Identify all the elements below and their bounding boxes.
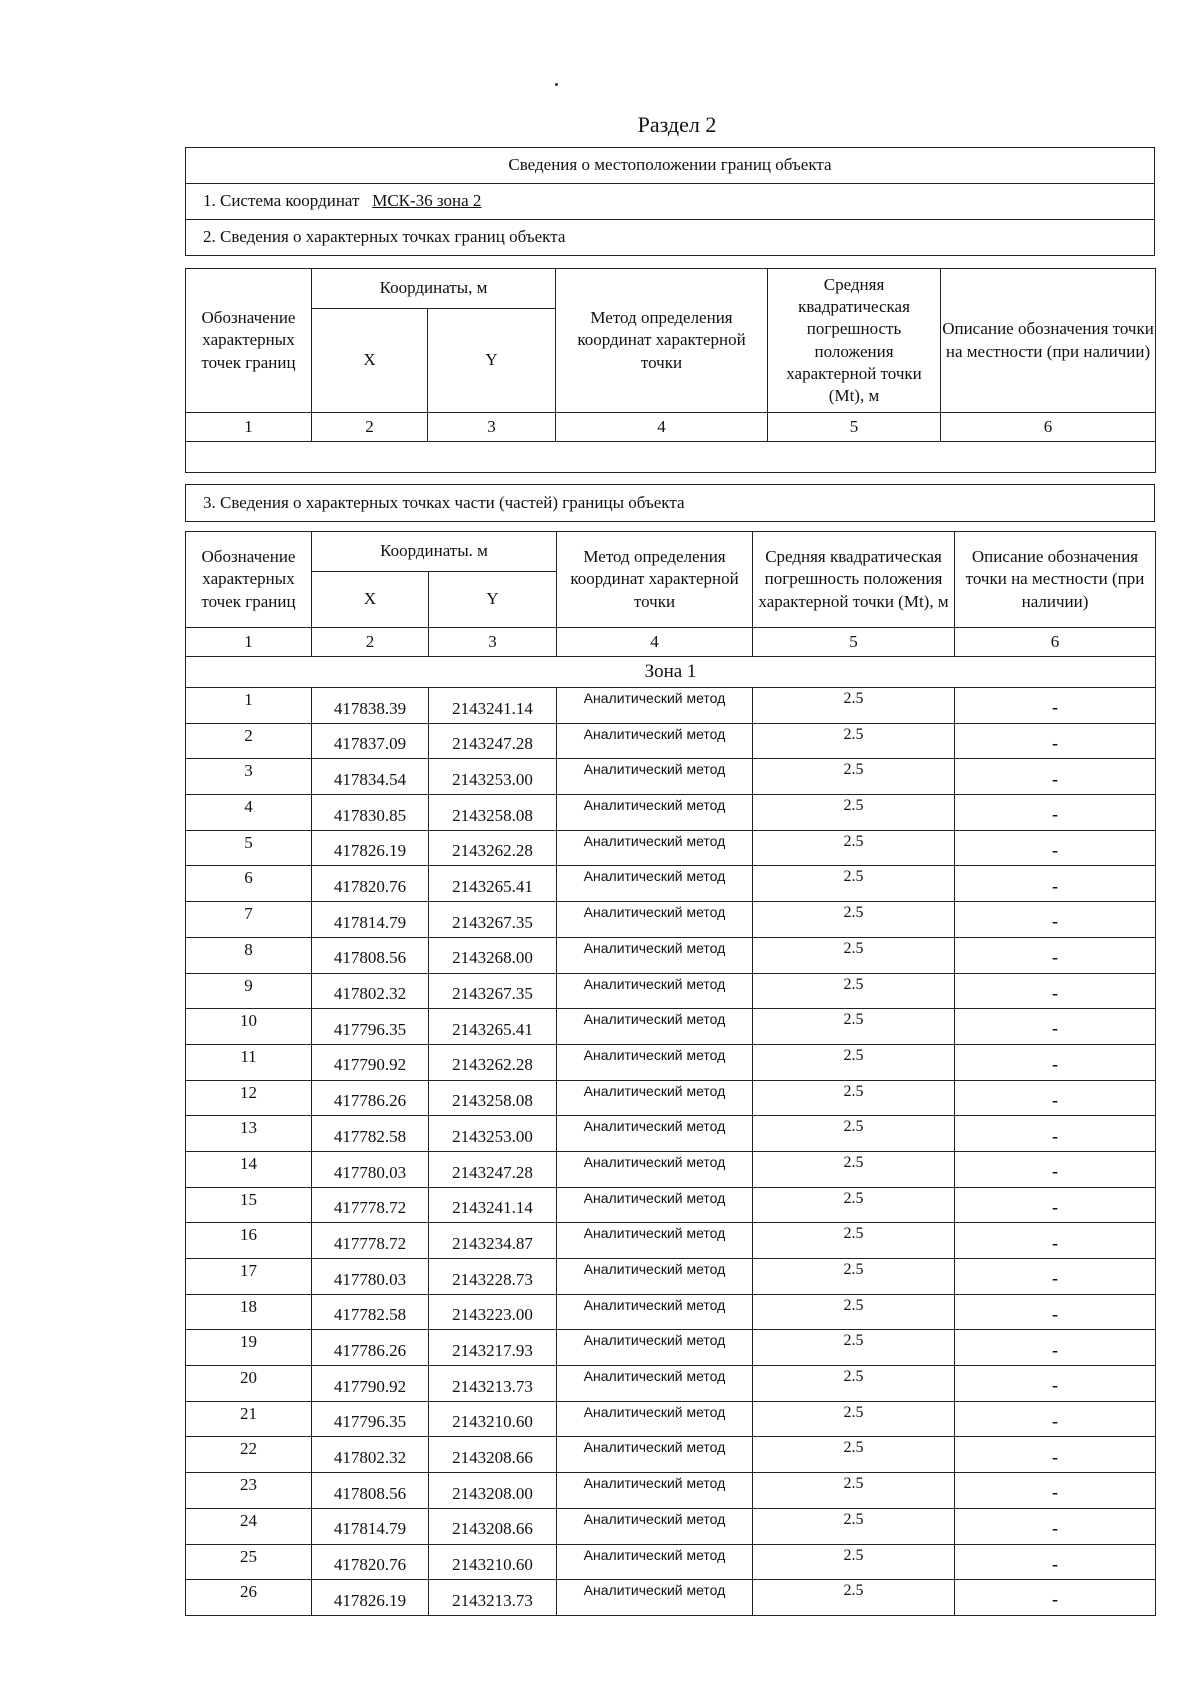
table-row bbox=[186, 1044, 1156, 1080]
coord-x: 417830.85 bbox=[312, 795, 429, 831]
table-row bbox=[186, 759, 1156, 795]
table-row bbox=[186, 1009, 1156, 1045]
table-row bbox=[186, 902, 1156, 938]
table-row bbox=[186, 1294, 1156, 1330]
coord-y: 2143241.14 bbox=[429, 1187, 557, 1223]
point-number: 18 bbox=[186, 1294, 312, 1330]
header-mean-error: Средняя квадратическая погрешность положения характерной точки (Mt), м bbox=[753, 532, 955, 628]
part-points-table bbox=[185, 531, 1156, 1616]
header-point-designation: Обозначение характерных точек границ bbox=[186, 532, 312, 628]
point-number: 24 bbox=[186, 1508, 312, 1544]
coord-x: 417782.58 bbox=[312, 1294, 429, 1330]
coord-x: 417814.79 bbox=[312, 1508, 429, 1544]
description-cell: - bbox=[955, 1259, 1156, 1295]
mean-error-cell: 2.5 bbox=[753, 1473, 955, 1509]
coord-y: 2143268.00 bbox=[429, 937, 557, 973]
coord-x: 417826.19 bbox=[312, 830, 429, 866]
coord-x: 417786.26 bbox=[312, 1080, 429, 1116]
method-cell: Аналитический метод bbox=[557, 937, 753, 973]
method-cell: Аналитический метод bbox=[557, 1366, 753, 1402]
point-number: 20 bbox=[186, 1366, 312, 1402]
point-rows bbox=[186, 688, 1156, 1616]
point-number: 17 bbox=[186, 1259, 312, 1295]
mean-error-cell: 2.5 bbox=[753, 866, 955, 902]
point-number: 7 bbox=[186, 902, 312, 938]
coord-x: 417814.79 bbox=[312, 902, 429, 938]
header-mean-error: Средняя квадратическая погрешность положения характерной точки (Mt), м bbox=[768, 269, 941, 413]
coord-y: 2143208.66 bbox=[429, 1508, 557, 1544]
method-cell: Аналитический метод bbox=[557, 1187, 753, 1223]
coord-x: 417780.03 bbox=[312, 1151, 429, 1187]
page-title: Раздел 2 bbox=[637, 112, 717, 137]
header-y: Y bbox=[429, 572, 557, 628]
coord-x: 417838.39 bbox=[312, 688, 429, 724]
description-cell: - bbox=[955, 1437, 1156, 1473]
method-cell: Аналитический метод bbox=[557, 1223, 753, 1259]
method-cell: Аналитический метод bbox=[557, 830, 753, 866]
header-coordinates: Координаты. м bbox=[312, 532, 557, 572]
point-number: 6 bbox=[186, 866, 312, 902]
coord-y: 2143253.00 bbox=[429, 759, 557, 795]
header-method: Метод определения координат характерной точки bbox=[556, 269, 768, 413]
point-number: 22 bbox=[186, 1437, 312, 1473]
coord-x: 417796.35 bbox=[312, 1401, 429, 1437]
header-y: Y bbox=[428, 309, 556, 413]
method-cell: Аналитический метод bbox=[557, 1330, 753, 1366]
header-method: Метод определения координат характерной точки bbox=[557, 532, 753, 628]
table-row bbox=[186, 1223, 1156, 1259]
column-number: 4 bbox=[557, 628, 753, 657]
mean-error-cell: 2.5 bbox=[753, 1151, 955, 1187]
point-number: 16 bbox=[186, 1223, 312, 1259]
mean-error-cell: 2.5 bbox=[753, 1116, 955, 1152]
mean-error-cell: 2.5 bbox=[753, 1330, 955, 1366]
table-row bbox=[186, 1116, 1156, 1152]
coord-y: 2143210.60 bbox=[429, 1544, 557, 1580]
table-row bbox=[186, 1508, 1156, 1544]
method-cell: Аналитический метод bbox=[557, 1401, 753, 1437]
method-cell: Аналитический метод bbox=[557, 759, 753, 795]
coord-y: 2143208.66 bbox=[429, 1437, 557, 1473]
coord-y: 2143265.41 bbox=[429, 1009, 557, 1045]
description-cell: - bbox=[955, 1009, 1156, 1045]
method-cell: Аналитический метод bbox=[557, 1116, 753, 1152]
description-cell: - bbox=[955, 1508, 1156, 1544]
coord-y: 2143247.28 bbox=[429, 1151, 557, 1187]
mean-error-cell: 2.5 bbox=[753, 1009, 955, 1045]
method-cell: Аналитический метод bbox=[557, 1009, 753, 1045]
object-location-heading: Сведения о местоположении границ объекта bbox=[186, 148, 1155, 184]
header-description: Описание обозначения точки на местности (при наличии) bbox=[955, 532, 1156, 628]
method-cell: Аналитический метод bbox=[557, 1044, 753, 1080]
coord-x: 417802.32 bbox=[312, 1437, 429, 1473]
coordinate-system-label: 1. Система координат bbox=[203, 191, 360, 211]
coord-y: 2143234.87 bbox=[429, 1223, 557, 1259]
description-cell: - bbox=[955, 1473, 1156, 1509]
description-cell: - bbox=[955, 1151, 1156, 1187]
point-number: 12 bbox=[186, 1080, 312, 1116]
boundary-points-table bbox=[185, 268, 1156, 473]
mean-error-cell: 2.5 bbox=[753, 1437, 955, 1473]
coord-y: 2143228.73 bbox=[429, 1259, 557, 1295]
description-cell: - bbox=[955, 1330, 1156, 1366]
object-info-table bbox=[185, 147, 1155, 256]
mean-error-cell: 2.5 bbox=[753, 1223, 955, 1259]
part-points-heading: 3. Сведения о характерных точках части (частей) границы объекта bbox=[186, 485, 1155, 522]
method-cell: Аналитический метод bbox=[557, 1294, 753, 1330]
table-row bbox=[186, 1401, 1156, 1437]
coord-x: 417802.32 bbox=[312, 973, 429, 1009]
mean-error-cell: 2.5 bbox=[753, 1294, 955, 1330]
column-number: 2 bbox=[312, 413, 428, 442]
method-cell: Аналитический метод bbox=[557, 1151, 753, 1187]
mean-error-cell: 2.5 bbox=[753, 902, 955, 938]
table-row bbox=[186, 937, 1156, 973]
scan-speck bbox=[555, 83, 558, 86]
table-row bbox=[186, 1473, 1156, 1509]
table-row bbox=[186, 1187, 1156, 1223]
description-cell: - bbox=[955, 1044, 1156, 1080]
point-number: 10 bbox=[186, 1009, 312, 1045]
column-number: 1 bbox=[186, 628, 312, 657]
coord-x: 417834.54 bbox=[312, 759, 429, 795]
coord-x: 417820.76 bbox=[312, 1544, 429, 1580]
coordinate-system-row bbox=[186, 184, 1155, 220]
description-cell: - bbox=[955, 830, 1156, 866]
mean-error-cell: 2.5 bbox=[753, 1544, 955, 1580]
coord-x: 417780.03 bbox=[312, 1259, 429, 1295]
method-cell: Аналитический метод bbox=[557, 866, 753, 902]
point-number: 4 bbox=[186, 795, 312, 831]
header-point-designation: Обозначение характерных точек границ bbox=[186, 269, 312, 413]
coord-x: 417808.56 bbox=[312, 1473, 429, 1509]
coord-y: 2143267.35 bbox=[429, 902, 557, 938]
column-number: 6 bbox=[955, 628, 1156, 657]
table-row bbox=[186, 1580, 1156, 1616]
point-number: 1 bbox=[186, 688, 312, 724]
description-cell: - bbox=[955, 1401, 1156, 1437]
table-row bbox=[186, 723, 1156, 759]
coord-y: 2143247.28 bbox=[429, 723, 557, 759]
point-number: 13 bbox=[186, 1116, 312, 1152]
point-number: 21 bbox=[186, 1401, 312, 1437]
table-row bbox=[186, 1080, 1156, 1116]
method-cell: Аналитический метод bbox=[557, 973, 753, 1009]
mean-error-cell: 2.5 bbox=[753, 1366, 955, 1402]
column-number: 3 bbox=[428, 413, 556, 442]
coord-x: 417790.92 bbox=[312, 1044, 429, 1080]
point-number: 8 bbox=[186, 937, 312, 973]
coord-x: 417778.72 bbox=[312, 1223, 429, 1259]
point-number: 5 bbox=[186, 830, 312, 866]
description-cell: - bbox=[955, 1080, 1156, 1116]
coord-x: 417837.09 bbox=[312, 723, 429, 759]
table-row bbox=[186, 1151, 1156, 1187]
description-cell: - bbox=[955, 759, 1156, 795]
zone-label: Зона 1 bbox=[186, 657, 1156, 688]
coord-y: 2143262.28 bbox=[429, 830, 557, 866]
table-row bbox=[186, 866, 1156, 902]
description-cell: - bbox=[955, 866, 1156, 902]
coord-x: 417820.76 bbox=[312, 866, 429, 902]
description-cell: - bbox=[955, 902, 1156, 938]
point-number: 14 bbox=[186, 1151, 312, 1187]
point-number: 11 bbox=[186, 1044, 312, 1080]
description-cell: - bbox=[955, 1116, 1156, 1152]
point-number: 15 bbox=[186, 1187, 312, 1223]
coord-y: 2143265.41 bbox=[429, 866, 557, 902]
description-cell: - bbox=[955, 1580, 1156, 1616]
table-row bbox=[186, 830, 1156, 866]
column-number: 5 bbox=[768, 413, 941, 442]
point-number: 3 bbox=[186, 759, 312, 795]
coord-y: 2143241.14 bbox=[429, 688, 557, 724]
description-cell: - bbox=[955, 1187, 1156, 1223]
mean-error-cell: 2.5 bbox=[753, 759, 955, 795]
coord-x: 417786.26 bbox=[312, 1330, 429, 1366]
coord-y: 2143262.28 bbox=[429, 1044, 557, 1080]
table-row bbox=[186, 795, 1156, 831]
description-cell: - bbox=[955, 973, 1156, 1009]
coord-x: 417796.35 bbox=[312, 1009, 429, 1045]
method-cell: Аналитический метод bbox=[557, 1508, 753, 1544]
coord-y: 2143210.60 bbox=[429, 1401, 557, 1437]
description-cell: - bbox=[955, 937, 1156, 973]
method-cell: Аналитический метод bbox=[557, 1580, 753, 1616]
column-number: 5 bbox=[753, 628, 955, 657]
table-row bbox=[186, 973, 1156, 1009]
empty-row bbox=[186, 442, 1156, 473]
description-cell: - bbox=[955, 1366, 1156, 1402]
coord-y: 2143223.00 bbox=[429, 1294, 557, 1330]
point-number: 26 bbox=[186, 1580, 312, 1616]
mean-error-cell: 2.5 bbox=[753, 1080, 955, 1116]
mean-error-cell: 2.5 bbox=[753, 1044, 955, 1080]
point-number: 23 bbox=[186, 1473, 312, 1509]
description-cell: - bbox=[955, 795, 1156, 831]
coord-x: 417808.56 bbox=[312, 937, 429, 973]
point-number: 9 bbox=[186, 973, 312, 1009]
mean-error-cell: 2.5 bbox=[753, 973, 955, 1009]
coord-y: 2143213.73 bbox=[429, 1366, 557, 1402]
mean-error-cell: 2.5 bbox=[753, 688, 955, 724]
description-cell: - bbox=[955, 1223, 1156, 1259]
point-number: 25 bbox=[186, 1544, 312, 1580]
table-row bbox=[186, 1366, 1156, 1402]
mean-error-cell: 2.5 bbox=[753, 795, 955, 831]
header-x: X bbox=[312, 572, 429, 628]
method-cell: Аналитический метод bbox=[557, 795, 753, 831]
header-description: Описание обозначения точки на местности (при наличии) bbox=[941, 269, 1156, 413]
mean-error-cell: 2.5 bbox=[753, 1580, 955, 1616]
table-row bbox=[186, 688, 1156, 724]
part-points-heading-table bbox=[185, 484, 1155, 522]
coord-y: 2143267.35 bbox=[429, 973, 557, 1009]
mean-error-cell: 2.5 bbox=[753, 1508, 955, 1544]
column-number: 1 bbox=[186, 413, 312, 442]
boundary-points-heading: 2. Сведения о характерных точках границ объекта bbox=[186, 220, 1155, 256]
method-cell: Аналитический метод bbox=[557, 688, 753, 724]
column-number: 4 bbox=[556, 413, 768, 442]
coord-x: 417790.92 bbox=[312, 1366, 429, 1402]
method-cell: Аналитический метод bbox=[557, 902, 753, 938]
coord-y: 2143208.00 bbox=[429, 1473, 557, 1509]
column-number: 6 bbox=[941, 413, 1156, 442]
method-cell: Аналитический метод bbox=[557, 1544, 753, 1580]
coord-y: 2143217.93 bbox=[429, 1330, 557, 1366]
method-cell: Аналитический метод bbox=[557, 1259, 753, 1295]
method-cell: Аналитический метод bbox=[557, 1437, 753, 1473]
coordinate-system-value: МСК-36 зона 2 bbox=[372, 191, 482, 211]
column-number: 3 bbox=[429, 628, 557, 657]
coord-y: 2143258.08 bbox=[429, 795, 557, 831]
coord-y: 2143213.73 bbox=[429, 1580, 557, 1616]
table-row bbox=[186, 1259, 1156, 1295]
mean-error-cell: 2.5 bbox=[753, 937, 955, 973]
coord-x: 417826.19 bbox=[312, 1580, 429, 1616]
table-row bbox=[186, 1437, 1156, 1473]
header-coordinates: Координаты, м bbox=[312, 269, 556, 309]
coord-x: 417778.72 bbox=[312, 1187, 429, 1223]
description-cell: - bbox=[955, 1544, 1156, 1580]
column-number: 2 bbox=[312, 628, 429, 657]
coord-x: 417782.58 bbox=[312, 1116, 429, 1152]
method-cell: Аналитический метод bbox=[557, 1473, 753, 1509]
description-cell: - bbox=[955, 688, 1156, 724]
point-number: 19 bbox=[186, 1330, 312, 1366]
method-cell: Аналитический метод bbox=[557, 723, 753, 759]
mean-error-cell: 2.5 bbox=[753, 1187, 955, 1223]
coord-y: 2143258.08 bbox=[429, 1080, 557, 1116]
mean-error-cell: 2.5 bbox=[753, 1401, 955, 1437]
header-x: X bbox=[312, 309, 428, 413]
point-number: 2 bbox=[186, 723, 312, 759]
mean-error-cell: 2.5 bbox=[753, 723, 955, 759]
method-cell: Аналитический метод bbox=[557, 1080, 753, 1116]
coord-y: 2143253.00 bbox=[429, 1116, 557, 1152]
mean-error-cell: 2.5 bbox=[753, 1259, 955, 1295]
table-row bbox=[186, 1544, 1156, 1580]
description-cell: - bbox=[955, 1294, 1156, 1330]
mean-error-cell: 2.5 bbox=[753, 830, 955, 866]
description-cell: - bbox=[955, 723, 1156, 759]
table-row bbox=[186, 1330, 1156, 1366]
